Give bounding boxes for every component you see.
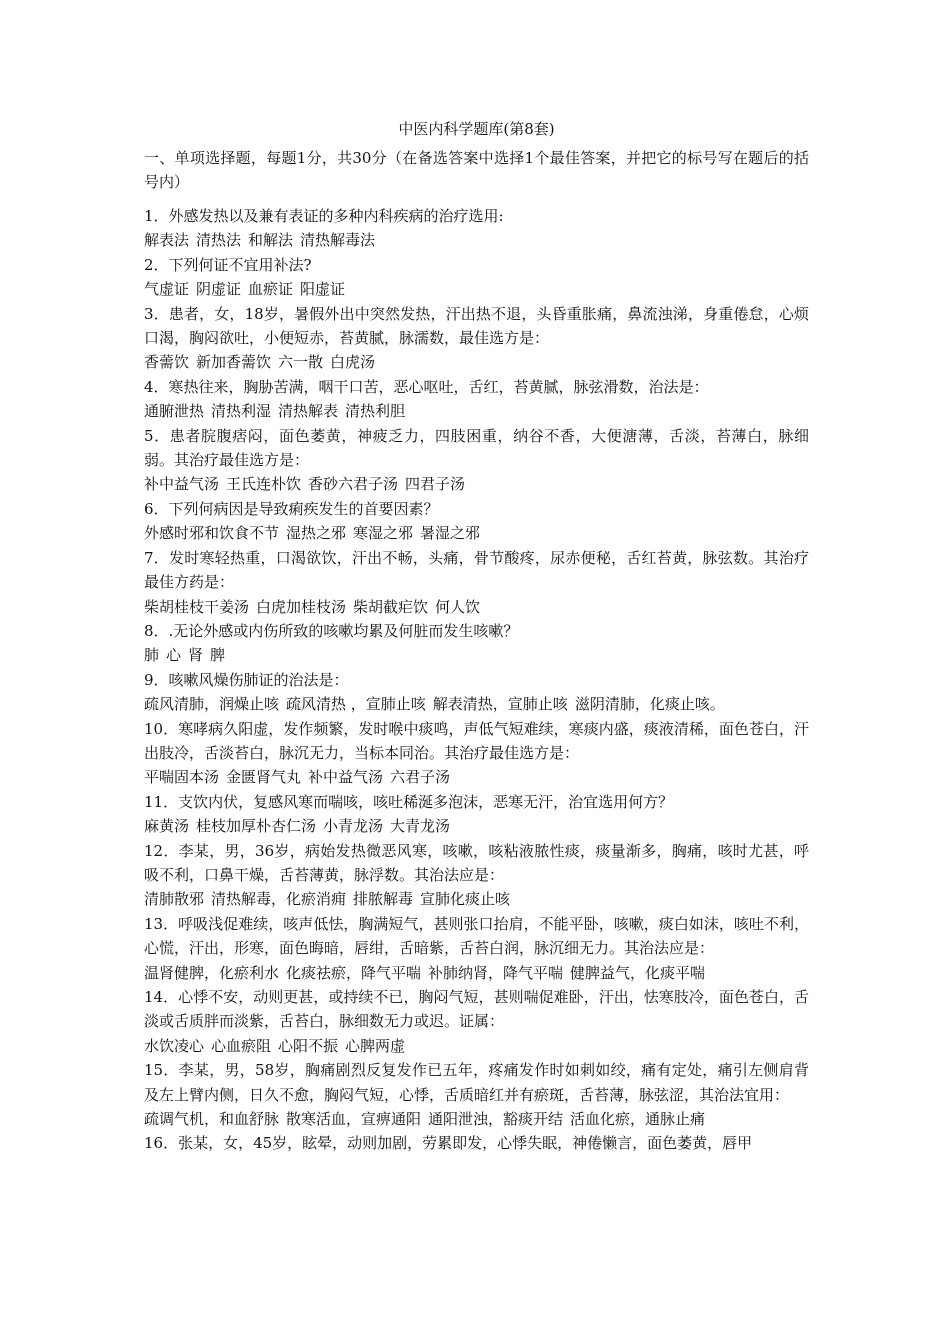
question-text: 13．呼吸浅促难续，咳声低怯，胸满短气，甚则张口抬肩，不能平卧，咳嗽，痰白如沫，咳吐不利，心慌，汗出，形寒，面色晦暗，唇绀，舌暗紫，舌苔白润，脉沉细无力。其治法应是： (144, 914, 809, 958)
option-text: 何人饮 (435, 597, 481, 616)
question-options (144, 692, 809, 716)
option-text: 化痰祛瘀，降气平喘 (286, 963, 422, 982)
question-text: 11．支饮内伏，复感风寒而喘咳，咳吐稀涎多泡沫，恶寒无汗，治宜选用何方？ (144, 792, 674, 811)
option-text: 阳虚证 (300, 280, 346, 299)
option-text: 脾 (210, 646, 226, 665)
question-text: 6．下列何病因是导致痢疾发生的首要因素？ (144, 499, 439, 518)
option-text: 活血化瘀，通脉止痛 (570, 1110, 706, 1129)
question-options (144, 643, 809, 667)
option-text: 疏风清热 ，宣肺止咳 (286, 695, 426, 714)
option-text: 滋阴清肺，化痰止咳。 (574, 695, 725, 714)
option-text: 补中益气汤 (144, 475, 220, 494)
option-text: 香薷饮 (144, 353, 190, 372)
option-text: 心阳不振 (278, 1036, 339, 1055)
option-text: 香砂六君子汤 (308, 475, 399, 494)
option-text: 气虚证 (144, 280, 190, 299)
question-text: 3．患者，女，18岁，暑假外出中突然发热，汗出热不退，头昏重胀痛，鼻流浊涕，身重倦怠，心烦口渴，胸闷欲吐，小便短赤，苔黄腻，脉濡数，最佳选方是： (144, 304, 809, 348)
question-text: 7．发时寒轻热重，口渴欲饮，汗出不畅，头痛，骨节酸疼，尿赤便秘，舌红苔黄，脉弦数。其治疗最佳方药是： (144, 548, 809, 592)
option-text: 解表清热，宣肺止咳 (432, 695, 568, 714)
option-text: 心 (166, 646, 182, 665)
option-text: 疏风清肺，润燥止咳 (144, 695, 280, 714)
option-text: 白虎加桂枝汤 (256, 597, 347, 616)
option-text: 心血瘀阻 (211, 1036, 272, 1055)
question-text: 5．患者脘腹痞闷，面色萎黄，神疲乏力，四肢困重，纳谷不香，大便溏薄，舌淡，苔薄白，脉细弱。其治疗最佳选方是： (144, 426, 809, 470)
question-text: 14．心悸不安，动则更甚，或持续不已，胸闷气短，甚则喘促难卧，汗出，怯寒肢冷，面色苍白，舌淡或舌质胖而淡紫，舌苔白，脉细数无力或迟。证属： (144, 988, 809, 1031)
option-text: 散寒活血，宣痹通阳 (286, 1110, 422, 1129)
option-text: 麻黄汤 (144, 817, 190, 836)
question-text: 8．.无论外感或内伤所致的咳嗽均累及何脏而发生咳嗽？ (144, 621, 519, 640)
option-text: 柴胡截疟饮 (353, 597, 429, 616)
question-options (144, 765, 809, 789)
question-text: 16．张某，女，45岁，眩晕，动则加剧，劳累即发，心悸失眠，神倦懒言，面色萎黄，唇甲 (144, 1134, 753, 1153)
question-options (144, 1107, 809, 1131)
option-text: 清热解毒法 (300, 231, 376, 250)
option-text: 心脾两虚 (345, 1036, 406, 1055)
option-text: 清热利胆 (345, 402, 406, 421)
question-text: 12．李某，男，36岁，病始发热微恶风寒，咳嗽，咳粘液脓性痰，痰量渐多，胸痛，咳时尤甚，呼吸不利，口鼻干燥，舌苔薄黄，脉浮数。其治法应是： (144, 841, 809, 884)
question-list (144, 204, 809, 1156)
option-text: 外感时邪和饮食不节 (144, 524, 280, 543)
option-text: 通阳泄浊，豁痰开结 (428, 1110, 564, 1129)
question-options (144, 595, 809, 619)
option-text: 湿热之邪 (286, 524, 347, 543)
option-text: 补中益气汤 (308, 768, 384, 787)
option-text: 六一散 (278, 353, 324, 372)
question-options (144, 350, 809, 374)
question-text: 10．寒哮病久阳虚，发作频繁，发时喉中痰鸣，声低气短难续，寒痰内盛，痰液清稀，面色苍白，汗出肢冷，舌淡苔白，脉沉无力，当标本同治。其治疗最佳选方是： (144, 719, 809, 762)
option-text: 清热法 (196, 231, 242, 250)
section-heading: 一、单项选择题，每题1分，共30分（在备选答案中选择1个最佳答案，并把它的标号写在题后的括号内） (144, 149, 809, 191)
question-text: 9．咳嗽风燥伤肺证的治法是： (144, 670, 349, 689)
option-text: 温肾健脾，化瘀利水 (144, 963, 280, 982)
option-text: 清肺散邪 (144, 890, 205, 909)
question-options (144, 277, 809, 301)
option-text: 四君子汤 (405, 475, 466, 494)
question-options (144, 472, 809, 496)
question-options (144, 521, 809, 545)
option-text: 水饮凌心 (144, 1036, 205, 1055)
option-text: 血瘀证 (248, 280, 294, 299)
option-text: 清热利湿 (211, 402, 272, 421)
question-options (144, 228, 809, 252)
option-text: 肺 (144, 646, 160, 665)
option-text: 王氏连朴饮 (226, 475, 302, 494)
question-options (144, 399, 809, 423)
question-options (144, 1034, 809, 1058)
option-text: 白虎汤 (330, 353, 376, 372)
option-text: 金匮肾气丸 (226, 768, 302, 787)
option-text: 补肺纳肾，降气平喘 (428, 963, 564, 982)
question-text: 1．外感发热以及兼有表证的多种内科疾病的治疗选用: (144, 207, 504, 225)
option-text: 排脓解毒 (353, 890, 414, 909)
question-text: 4．寒热往来，胸胁苦满，咽干口苦，恶心呕吐，舌红，苔黄腻，脉弦滑数，治法是： (144, 377, 709, 396)
option-text: 暑湿之邪 (420, 524, 481, 543)
option-text: 新加香薷饮 (196, 353, 272, 372)
option-text: 通腑泄热 (144, 402, 205, 421)
option-text: 疏调气机，和血舒脉 (144, 1110, 280, 1129)
option-text: 清热解表 (278, 402, 339, 421)
option-text: 清热解毒，化瘀消痈 (211, 890, 347, 909)
option-text: 小青龙汤 (323, 817, 384, 836)
question-options (144, 887, 809, 911)
document-title: 中医内科学题库(第8套) (398, 120, 555, 138)
question-options (144, 814, 809, 838)
option-text: 肾 (188, 646, 204, 665)
question-text: 2．下列何证不宜用补法? (144, 255, 312, 274)
option-text: 阴虚证 (196, 280, 242, 299)
option-text: 和解法 (248, 231, 294, 250)
option-text: 健脾益气，化痰平喘 (570, 963, 706, 982)
option-text: 六君子汤 (390, 768, 451, 787)
document-page (144, 118, 809, 1156)
option-text: 大青龙汤 (390, 817, 451, 836)
option-text: 解表法 (144, 231, 190, 250)
question-text: 15．李某，男，58岁，胸痛剧烈反复发作已五年，疼痛发作时如刺如绞，痛有定处，痛引左侧肩背及左上臂内侧，日久不愈，胸闷气短，心悸，舌质暗红并有瘀斑，舌苔薄，脉弦涩，其治法宜用： (144, 1061, 809, 1104)
option-text: 桂枝加厚朴杏仁汤 (196, 817, 317, 836)
question-options (144, 961, 809, 985)
option-text: 柴胡桂枝干姜汤 (144, 597, 250, 616)
option-text: 宣肺化痰止咳 (420, 890, 511, 909)
option-text: 寒湿之邪 (353, 524, 414, 543)
option-text: 平喘固本汤 (144, 768, 220, 787)
